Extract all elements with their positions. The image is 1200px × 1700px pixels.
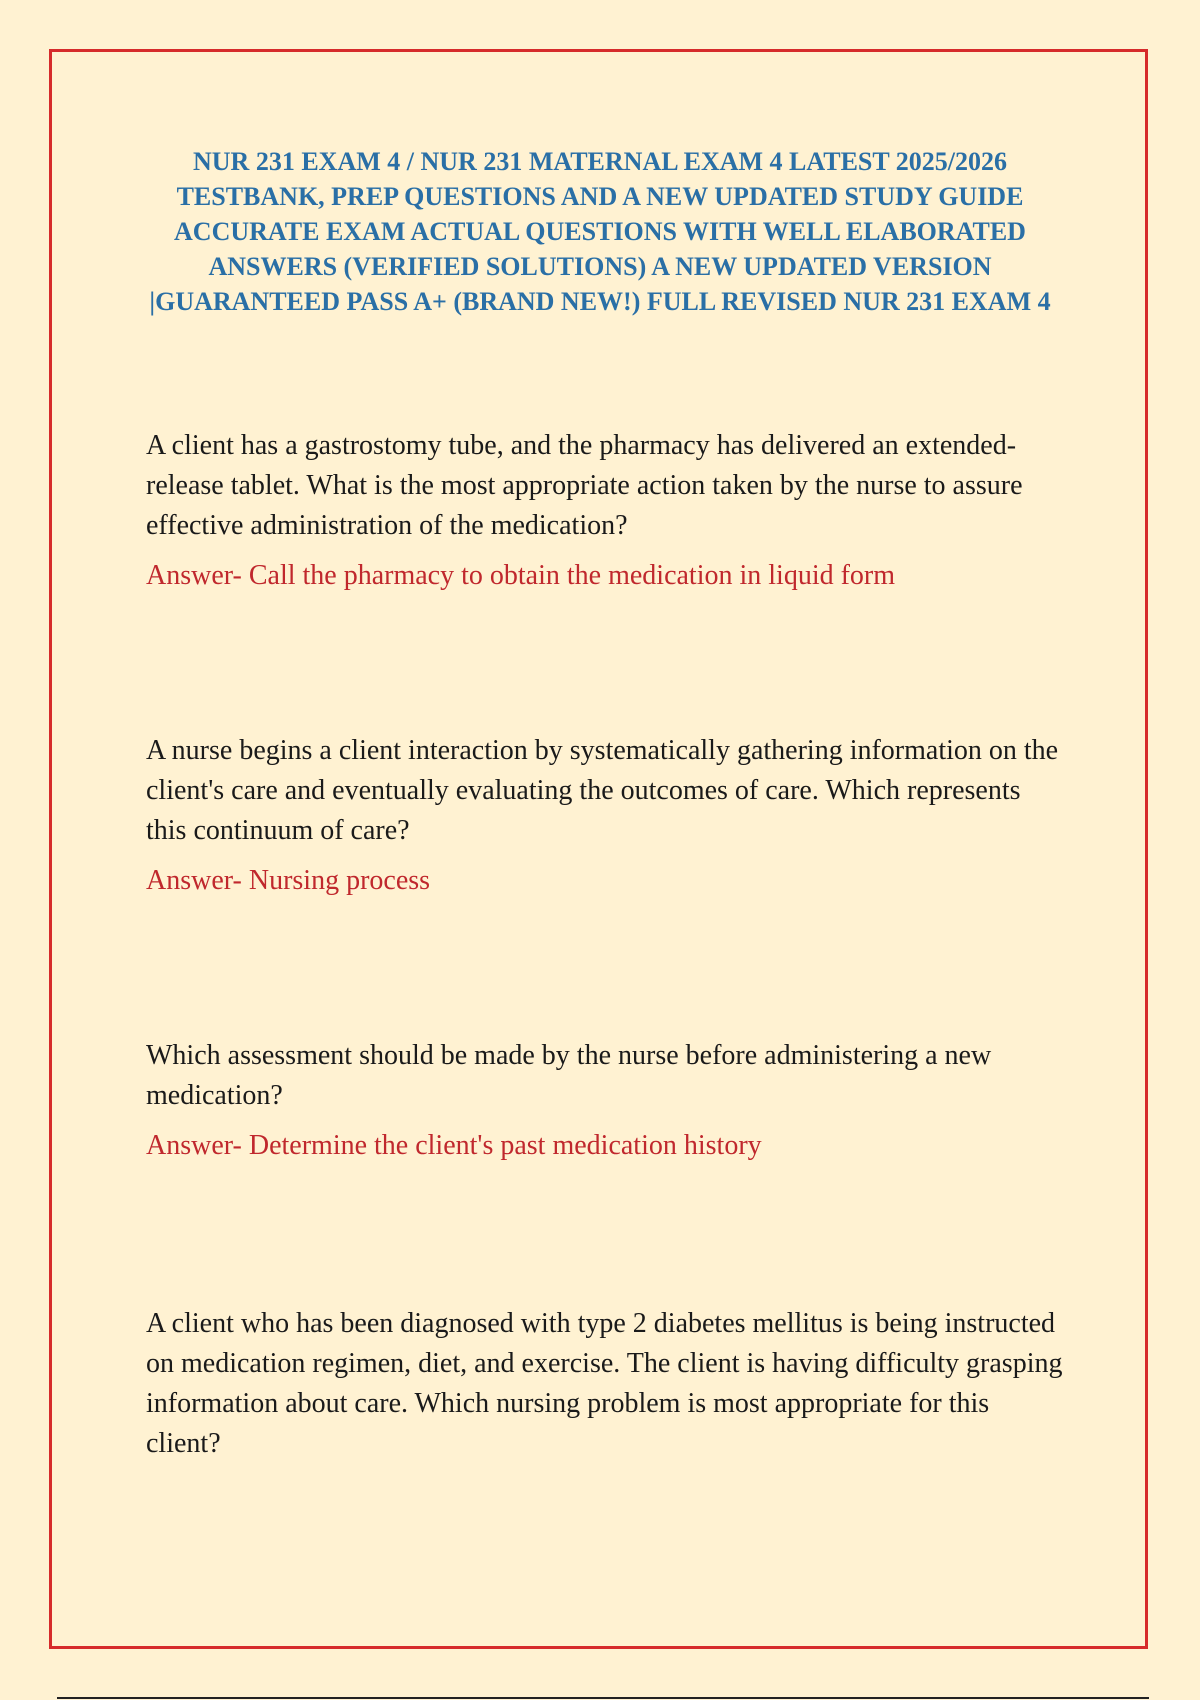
- question-block-4: [146, 1304, 1066, 1464]
- answer-text: Answer- Determine the client's past medication history: [146, 1130, 762, 1161]
- answer-text: Answer- Nursing process: [146, 865, 431, 896]
- question-text: A client has a gastrostomy tube, and the pharmacy has delivered an extended-release tablet. What is the most appropriate action taken by the nurse to assure effective administration of the medication?: [146, 430, 1023, 541]
- page-divider-line: [57, 1697, 1149, 1699]
- document-title: NUR 231 EXAM 4 / NUR 231 MATERNAL EXAM 4 LATEST 2025/2026 TESTBANK, PREP QUESTIONS AND A NEW UPDATED STUDY GUIDE ACCURATE EXAM ACTUAL QUESTIONS WITH WELL ELABORATED ANSWERS (VERIFIED SOLUTIONS) A NEW UPDATED VERSION |GUARANTEED PASS A+ (BRAND NEW!) FULL REVISED NUR 231 EXAM 4: [149, 147, 1051, 316]
- question-text: A nurse begins a client interaction by systematically gathering information on the client's care and eventually evaluating the outcomes of care. Which represents this continuum of care?: [146, 735, 1059, 846]
- question-text: Which assessment should be made by the nurse before administering a new medication?: [146, 1040, 992, 1111]
- answer-text: Answer- Call the pharmacy to obtain the medication in liquid form: [146, 560, 896, 591]
- question-block-3: [146, 1036, 1066, 1166]
- question-text: A client who has been diagnosed with type 2 diabetes mellitus is being instructed on medication regimen, diet, and exercise. The client is having difficulty grasping information about care. Which nursing problem is most appropriate for this client?: [146, 1308, 1063, 1459]
- question-block-2: [146, 731, 1066, 901]
- question-block-1: [146, 426, 1066, 596]
